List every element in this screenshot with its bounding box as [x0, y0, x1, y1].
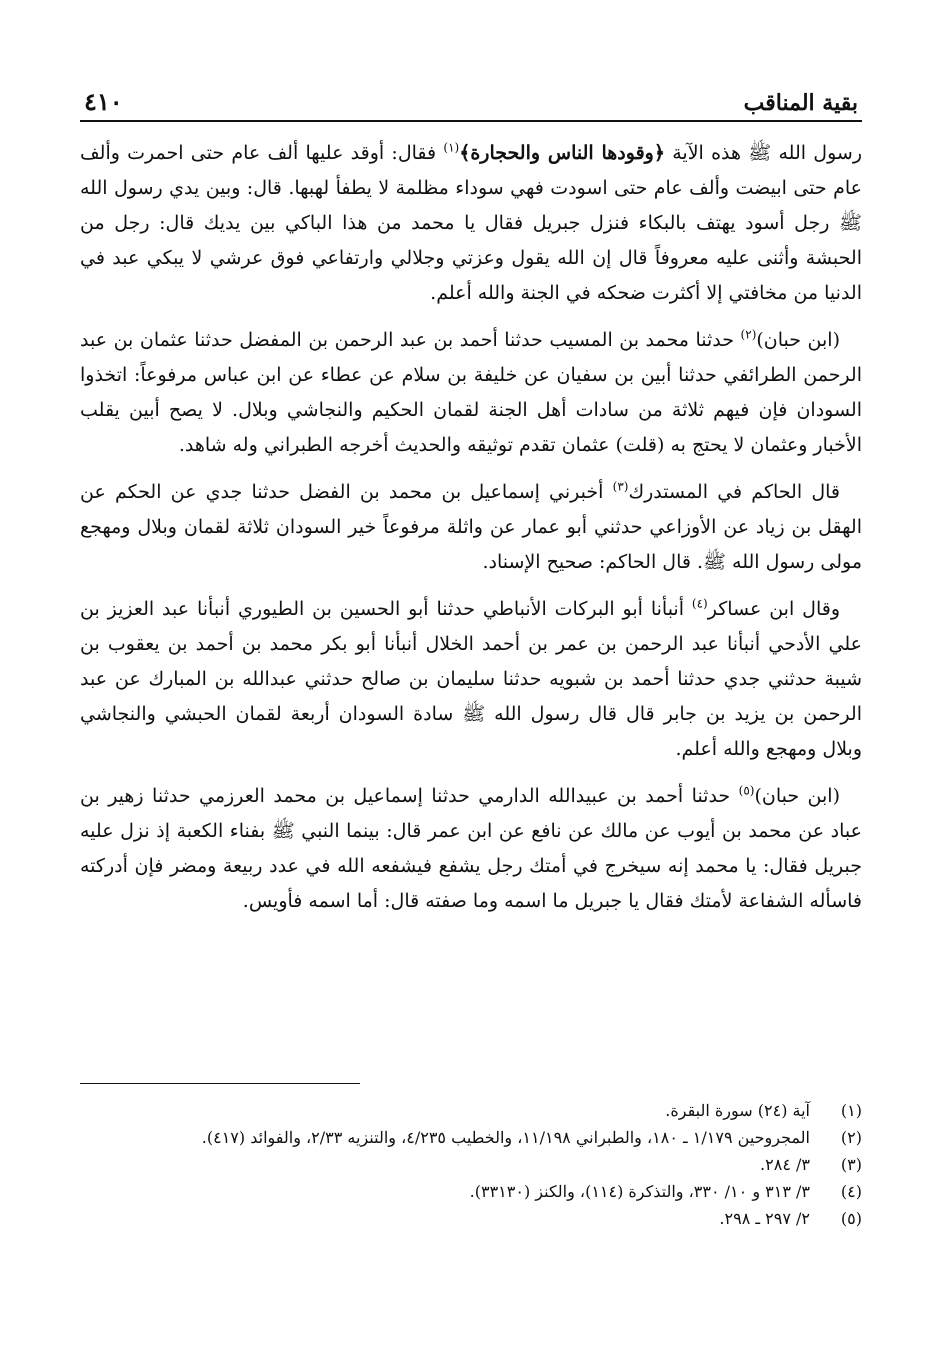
book-page [80, 70, 862, 931]
footnote-text: آية (٢٤) سورة البقرة. [665, 1101, 810, 1120]
paragraph [80, 592, 862, 767]
footnotes [80, 1097, 862, 1232]
footnote-text: المجروحين ١/١٧٩ ـ ١٨٠، والطبراني ١١/١٩٨، والخطيب ٤/٢٣٥، والتنزيه ٢/٣٣، والفوائد (٤١٧). [201, 1128, 810, 1147]
footnote [80, 1151, 862, 1178]
footnote-ref: (٣) [612, 479, 629, 494]
paragraph-text: قال الحاكم في المستدرك [628, 481, 840, 503]
footnote [80, 1205, 862, 1232]
footnote [80, 1097, 862, 1124]
footnote-number: (١) [840, 1101, 862, 1120]
page-number: ٤١٠ [84, 87, 123, 116]
paragraph-text: (ابن حبان) [756, 329, 840, 351]
quran-verse: ﴿وقودها الناس والحجارة﴾ [459, 142, 665, 164]
paragraph-text: أنبأنا أبو البركات الأنباطي حدثنا أبو الحسين بن الطيوري أنبأنا عبد العزيز بن علي الأدحي أنبأنا عبد الرحمن بن عمر بن أحمد الخلال أنبأنا أبو بكر محمد بن أحمد بن يعقوب بن شيبة حدثني جدي حدثنا أحمد بن شبويه حدثنا سليمان بن صالح حدثني عبدالله بن المبارك عن عبد الرحمن بن يزيد بن جابر قال قال رسول الله ﷺ سادة السودان أربعة لقمان الحبشي والنجاشي وبلال ومهجع والله أعلم. [80, 598, 862, 760]
paragraph [80, 323, 862, 463]
paragraph-text: فقال: أوقد عليها ألف عام حتى احمرت وألف عام حتى ابيضت وألف عام حتى اسودت فهي سوداء مظلمة لا يطفأ لهبها. قال: وبين يدي رسول الله ﷺ رجل أسود يهتف بالبكاء فنزل جبريل فقال يا محمد من هذا الباكي بين يديك قال: رجل من الحبشة وأثنى عليه معروفاً قال إن الله يقول وعزتي وجلالي وارتفاعي فوق عرشي لا يبكي عبد في الدنيا من مخافتي إلا أكثرت ضحكه في الجنة والله أعلم. [80, 142, 862, 304]
running-header [80, 70, 862, 122]
footnote-text: ٣/ ٣١٣ و ١٠/ ٣٣٠، والتذكرة (١١٤)، والكنز (٣٣١٣٠). [469, 1182, 810, 1201]
paragraph-text: حدثنا أحمد بن عبيدالله الدارمي حدثنا إسماعيل بن محمد العرزمي حدثنا زهير بن عباد عن محمد بن أيوب عن مالك عن نافع عن ابن عمر قال: بينما النبي ﷺ بفناء الكعبة إذ نزل عليه جبريل فقال: يا محمد إنه سيخرج في أمتك رجل يشفع فيشفعه الله في عدد ربيعة ومضر فإن أدركته فاسأله الشفاعة لأمتك فقال يا جبريل ما اسمه وما صفته قال: أما اسمه فأويس. [80, 785, 862, 912]
footnote [80, 1124, 862, 1151]
paragraph [80, 779, 862, 919]
footnote-number: (٤) [840, 1182, 862, 1201]
footnote-ref: (٢) [740, 327, 757, 342]
footnote-divider [80, 1083, 360, 1084]
paragraph [80, 475, 862, 580]
paragraph-text: وقال ابن عساكر [707, 598, 840, 620]
footnote-ref: (١) [443, 140, 460, 155]
header-title: بقية المناقب [743, 90, 858, 116]
main-text [80, 136, 862, 919]
footnote-text: ٢/ ٢٩٧ ـ ٢٩٨. [719, 1209, 810, 1228]
paragraph-text: حدثنا محمد بن المسيب حدثنا أحمد بن عبد الرحمن بن المفضل حدثنا عثمان بن عبد الرحمن الطرائفي حدثنا أبين بن سفيان عن خليفة بن سلام عن عطاء عن ابن عباس مرفوعاً: اتخذوا السودان فإن فيهم ثلاثة من سادات أهل الجنة لقمان الحكيم والنجاشي وبلال. لا يصح أبين يقلب الأخبار وعثمان لا يحتج به (قلت) عثمان تقدم توثيقه والحديث أخرجه الطبراني وله شاهد. [80, 329, 862, 456]
footnote-ref: (٥) [738, 783, 755, 798]
paragraph-text: (ابن حبان) [754, 785, 840, 807]
footnote-number: (٥) [840, 1209, 862, 1228]
paragraph [80, 136, 862, 311]
footnote-number: (٣) [840, 1155, 862, 1174]
footnote-number: (٢) [840, 1128, 862, 1147]
paragraph-text: رسول الله ﷺ هذه الآية [664, 142, 862, 164]
footnote-ref: (٤) [691, 596, 708, 611]
paragraph-text: أخبرني إسماعيل بن محمد بن الفضل حدثنا جدي عن الحكم عن الهقل بن زياد عن الأوزاعي حدثني أبو عمار عن واثلة مرفوعاً خير السودان ثلاثة لقمان وبلال ومهجع مولى رسول الله ﷺ. قال الحاكم: صحيح الإسناد. [80, 481, 862, 573]
footnote [80, 1178, 862, 1205]
footnote-text: ٣/ ٢٨٤. [760, 1155, 810, 1174]
